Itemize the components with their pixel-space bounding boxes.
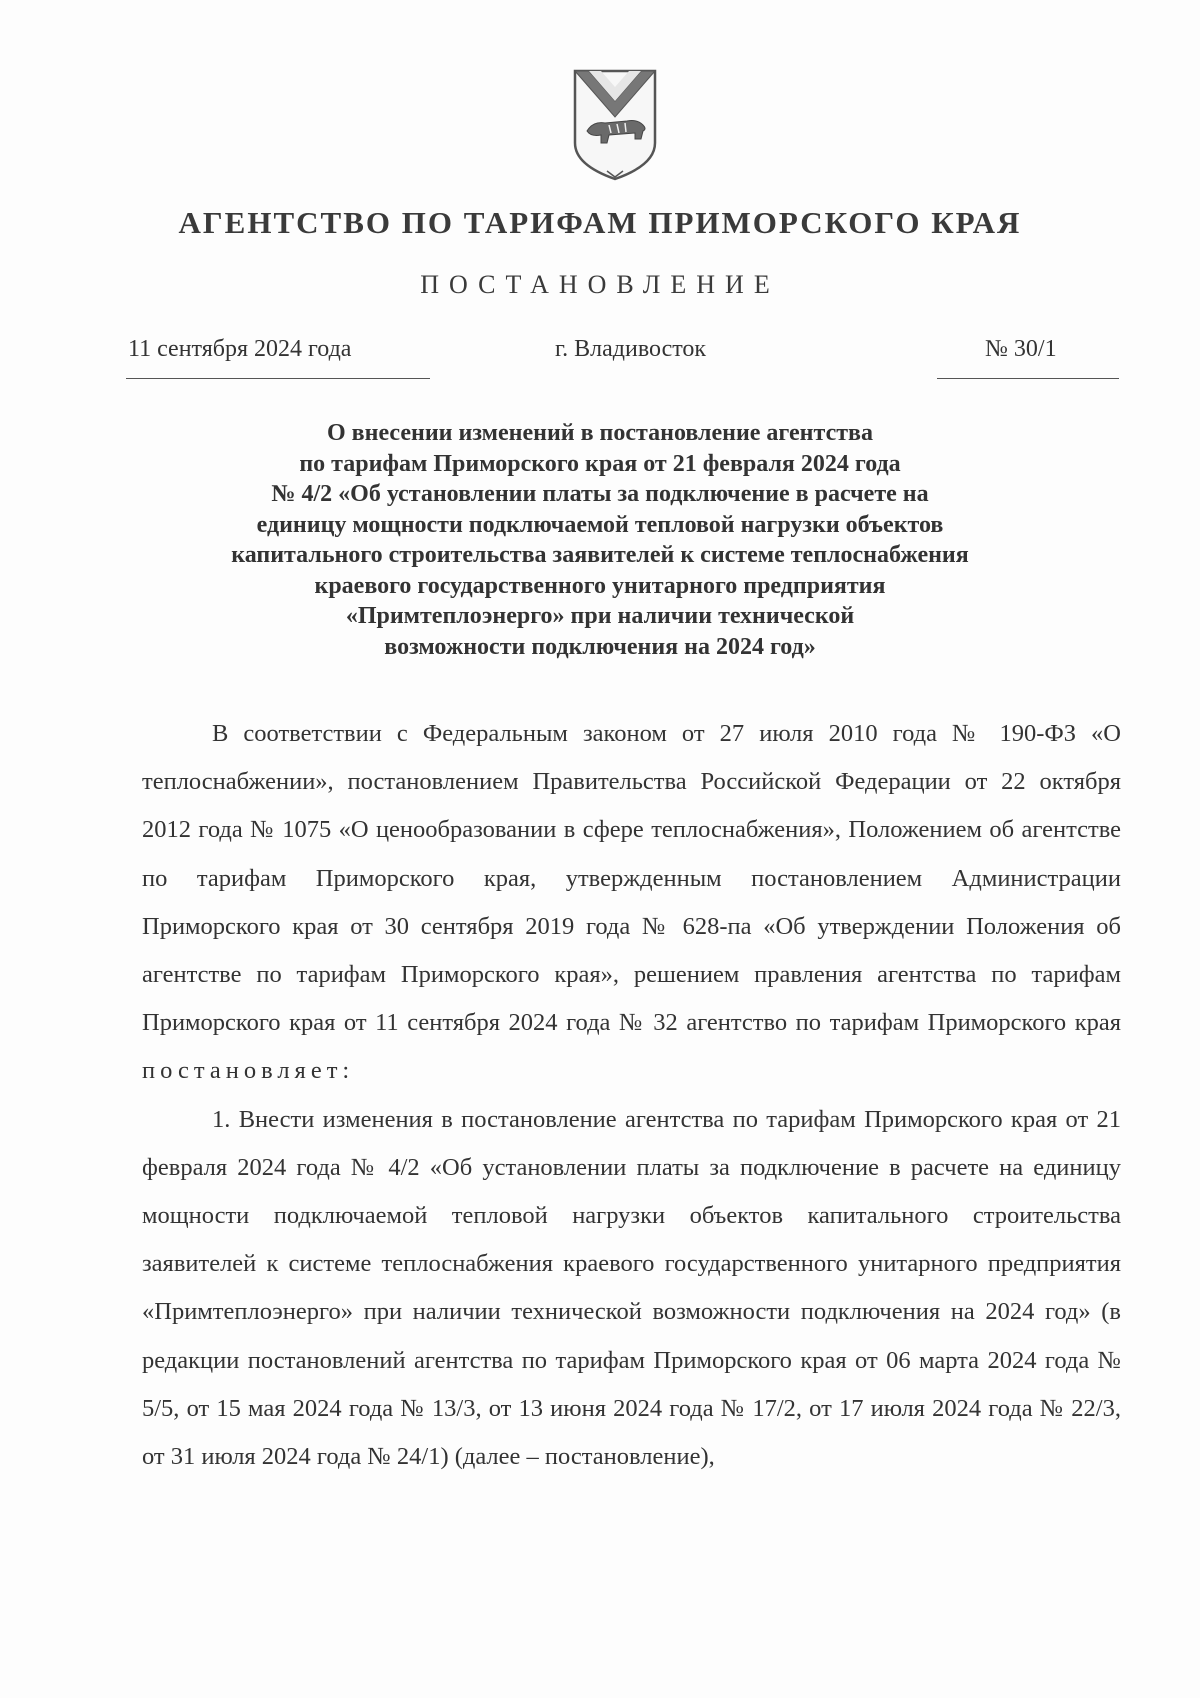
item-1-paragraph: 1. Внести изменения в постановление агентства по тарифам Приморского края от 21 февраля 2024 года № 4/2 «Об установлении платы за подключение в расчете на единицу мощности подключаемой тепловой нагрузки объектов капитального строительства заявителей к системе теплоснабжения краевого государственного унитарного предприятия «Примтеплоэнерго» при наличии технической возможности подключения на 2024 год» (в редакции постановлений агентства по тарифам Приморского края от 06 марта 2024 года № 5/5, от 15 мая 2024 года № 13/3, от 13 июня 2024 года № 17/2, от 17 июля 2024 года № 22/3, от 31 июля 2024 года № 24/1) (далее – постановление), bbox=[142, 1105, 1121, 1471]
document-number: № 30/1 bbox=[985, 336, 1057, 362]
primorsky-coat-of-arms-icon bbox=[569, 65, 661, 185]
preamble-paragraph bbox=[142, 710, 1121, 1096]
title-line: возможности подключения на 2024 год» bbox=[384, 633, 816, 660]
document-title bbox=[150, 418, 1050, 662]
title-line: краевого государственного унитарного предприятия bbox=[314, 572, 886, 599]
title-line: по тарифам Приморского края от 21 февраля 2024 года bbox=[299, 450, 901, 477]
document-date: 11 сентября 2024 года bbox=[128, 336, 352, 362]
title-line: «Примтеплоэнерго» при наличии технической bbox=[345, 603, 855, 629]
number-underline bbox=[937, 378, 1119, 379]
date-underline bbox=[126, 378, 430, 379]
document-body bbox=[142, 710, 1121, 1481]
agency-name: АГЕНТСТВО ПО ТАРИФАМ ПРИМОРСКОГО КРАЯ bbox=[178, 205, 1022, 240]
title-line: № 4/2 «Об установлении платы за подключение в расчете на bbox=[271, 481, 929, 507]
title-line: единицу мощности подключаемой тепловой нагрузки объектов bbox=[256, 511, 944, 538]
document-type: ПОСТАНОВЛЕНИЕ bbox=[420, 270, 780, 299]
resolves-word: постановляет: bbox=[142, 1057, 355, 1085]
title-line: капитального строительства заявителей к системе теплоснабжения bbox=[231, 542, 969, 568]
preamble-text: В соответствии с Федеральным законом от 27 июля 2010 года № 190-ФЗ «О теплоснабжении», постановлением Правительства Российской Федерации от 22 октября 2012 года № 1075 «О ценообразовании в сфере теплоснабжения», Положением об агентстве по тарифам Приморского края, утвержденным постановлением Администрации Приморского края от 30 сентября 2019 года № 628-па «Об утверждении Положения об агентстве по тарифам Приморского края», решением правления агентства по тарифам Приморского края от 11 сентября 2024 года № 32 агентство по тарифам Приморского края bbox=[142, 720, 1121, 1037]
title-line: О внесении изменений в постановление агентства bbox=[327, 420, 873, 446]
document-city: г. Владивосток bbox=[555, 336, 707, 362]
